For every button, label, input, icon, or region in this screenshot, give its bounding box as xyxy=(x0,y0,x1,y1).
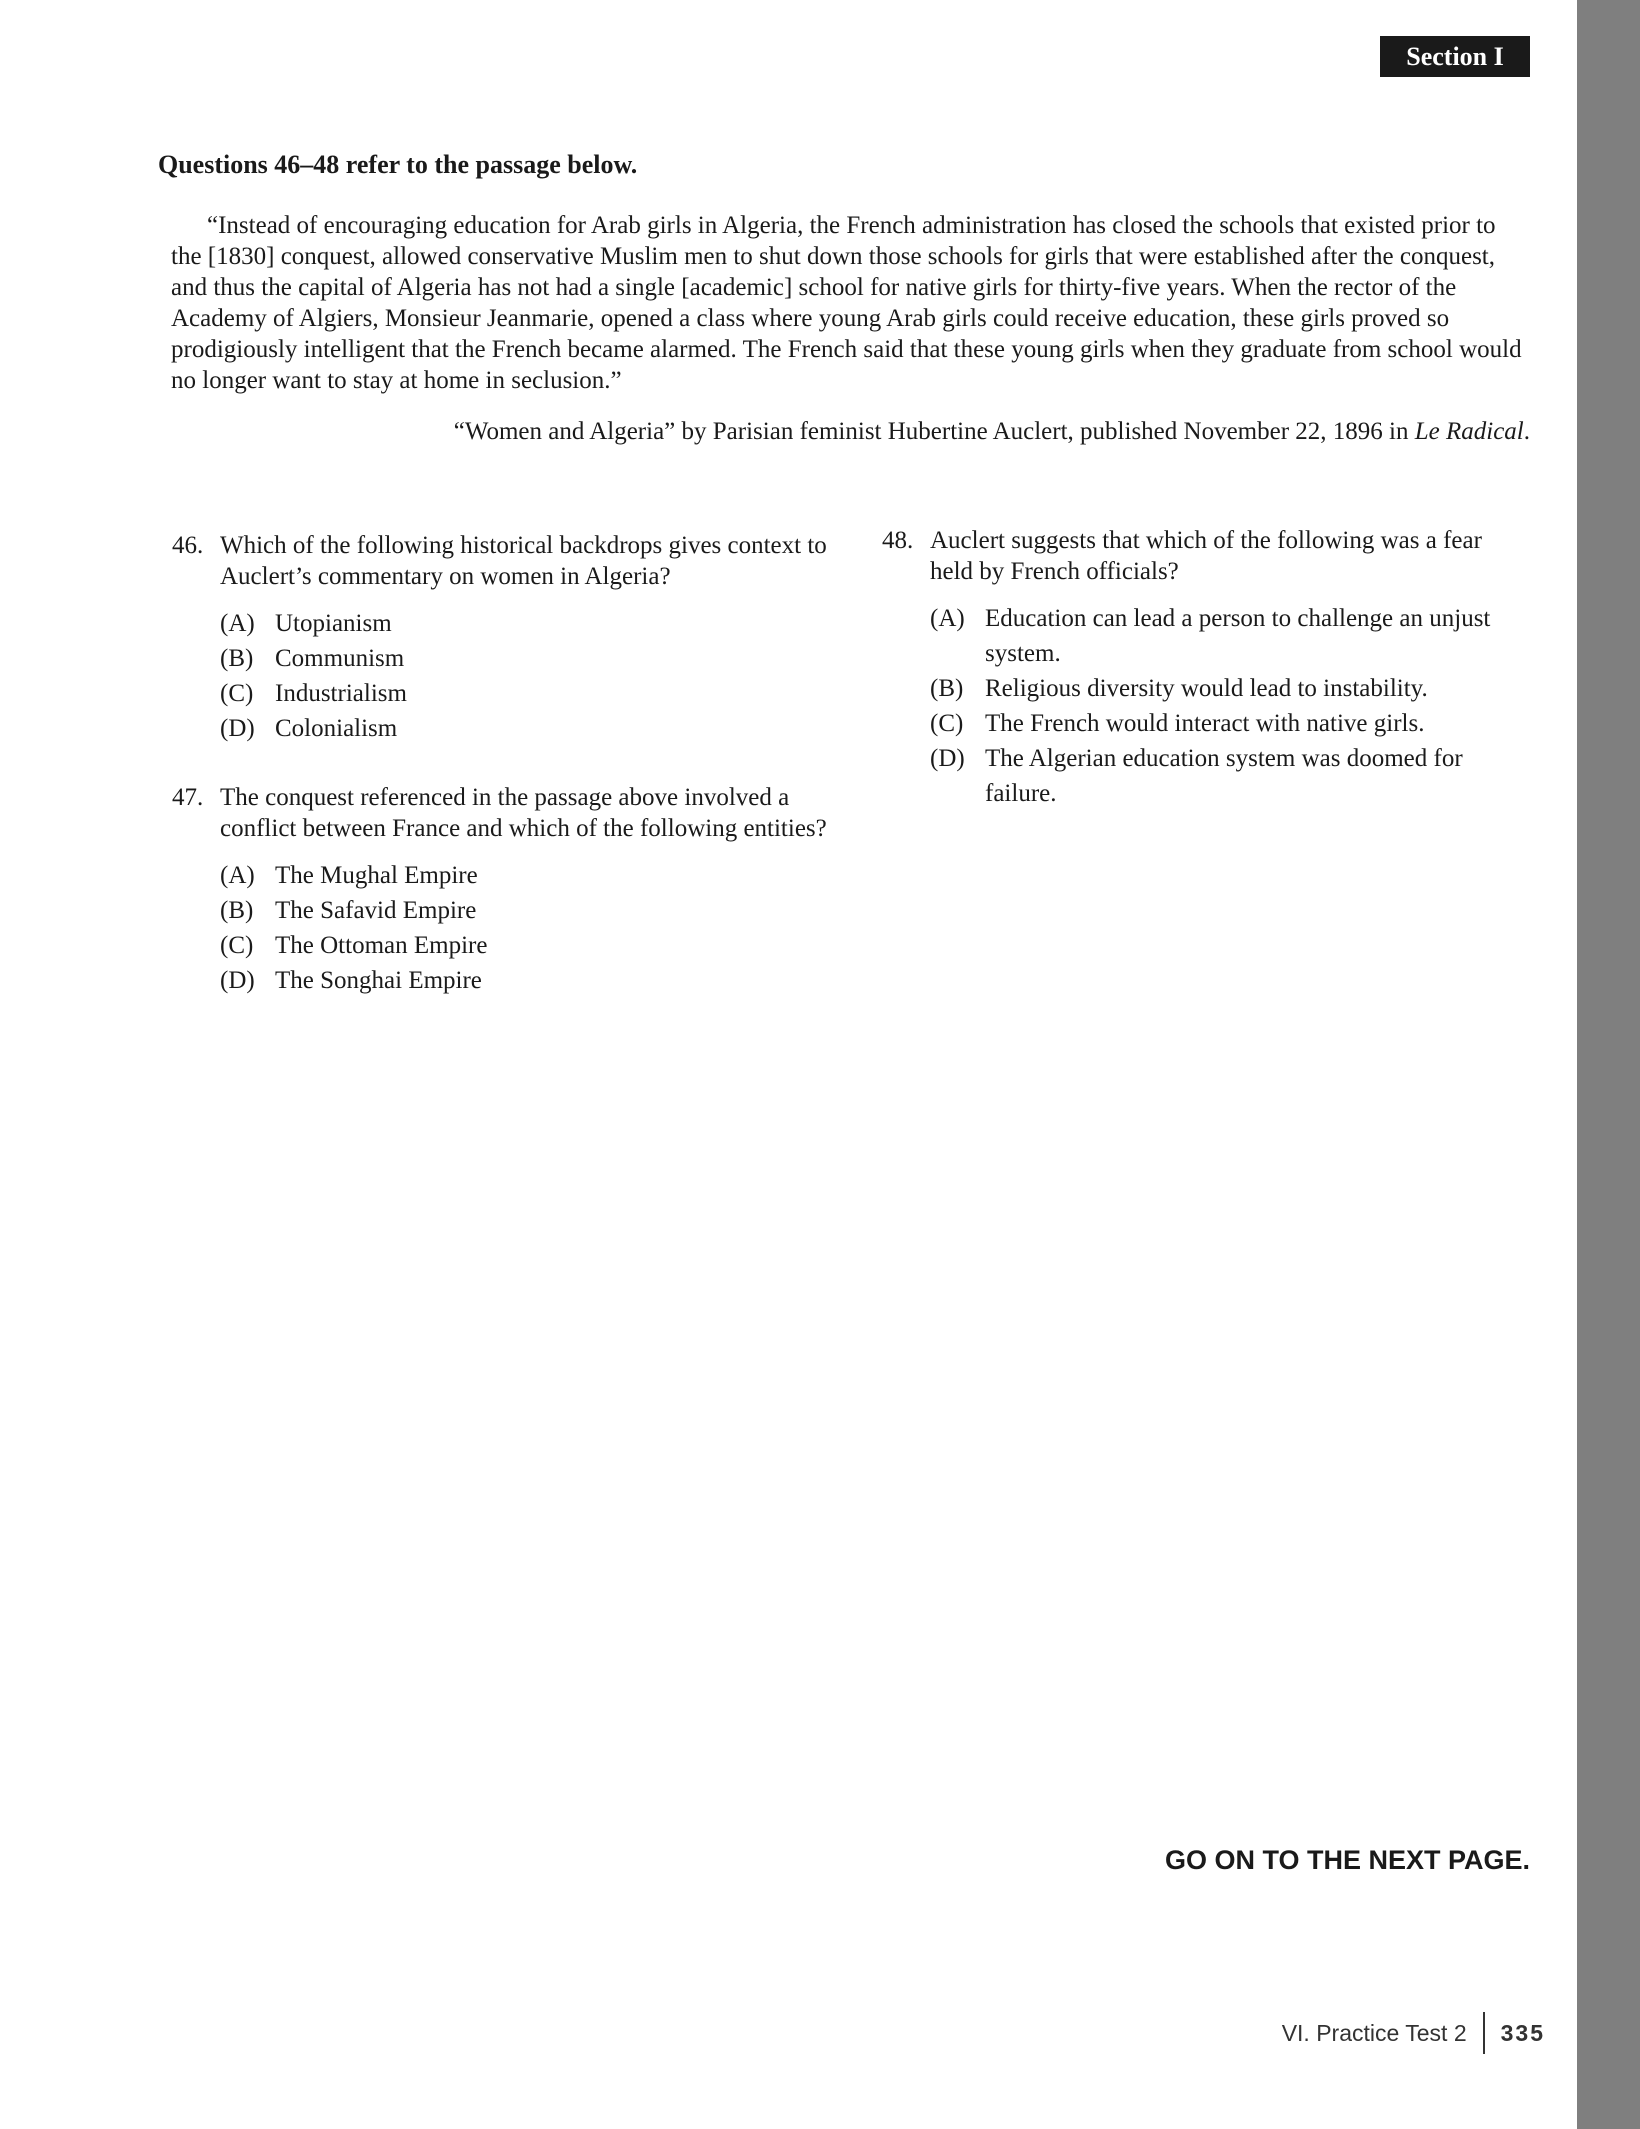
answer-choices xyxy=(220,606,832,746)
choice-text: Communism xyxy=(275,645,405,672)
choice-letter: (B) xyxy=(220,897,254,924)
left-column xyxy=(172,530,832,998)
right-column xyxy=(882,525,1522,811)
choice-text: Utopianism xyxy=(275,610,392,637)
choice-text: The Ottoman Empire xyxy=(275,932,488,959)
questions-intro: Questions 46–48 refer to the passage below. xyxy=(158,150,638,179)
answer-choice-d[interactable] xyxy=(930,741,1522,811)
question-text: Auclert suggests that which of the following was a fear held by French officials? xyxy=(930,527,1482,585)
answer-choice-c[interactable] xyxy=(220,928,832,963)
question-text: Which of the following historical backdrops gives context to Auclert’s commentary on women in Algeria? xyxy=(220,532,827,590)
choice-letter: (C) xyxy=(220,680,254,707)
choice-text: Industrialism xyxy=(275,680,407,707)
answer-choices xyxy=(220,858,832,998)
answer-choice-a[interactable] xyxy=(220,606,832,641)
question-46 xyxy=(172,530,832,746)
choice-letter: (A) xyxy=(930,605,965,632)
answer-choices xyxy=(930,601,1522,811)
source-period: . xyxy=(1523,418,1530,445)
question-stem xyxy=(172,782,832,844)
choice-letter: (A) xyxy=(220,862,255,889)
question-number: 47. xyxy=(172,784,204,811)
choice-letter: (D) xyxy=(930,745,965,772)
footer-part-label: VI. Practice Test 2 xyxy=(1281,2019,1467,2046)
question-47 xyxy=(172,782,832,998)
question-number: 46. xyxy=(172,532,204,559)
choice-text: Education can lead a person to challenge an unjust system. xyxy=(985,605,1491,667)
choice-letter: (C) xyxy=(930,710,964,737)
answer-choice-b[interactable] xyxy=(220,641,832,676)
go-on-notice: GO ON TO THE NEXT PAGE. xyxy=(1164,1845,1530,1875)
question-text: The conquest referenced in the passage above involved a conflict between France and which of the following entities? xyxy=(220,784,827,842)
page-footer xyxy=(1282,2010,1545,2056)
choice-text: The French would interact with native girls. xyxy=(985,710,1425,737)
choice-text: The Mughal Empire xyxy=(275,862,478,889)
choice-text: The Songhai Empire xyxy=(275,967,482,994)
answer-choice-c[interactable] xyxy=(930,706,1522,741)
footer-divider xyxy=(1483,2012,1485,2054)
source-publication: Le Radical xyxy=(1414,418,1524,445)
choice-letter: (D) xyxy=(220,715,255,742)
question-stem xyxy=(172,530,832,592)
answer-choice-c[interactable] xyxy=(220,676,832,711)
answer-choice-b[interactable] xyxy=(220,893,832,928)
passage-source xyxy=(454,416,1530,447)
question-number: 48. xyxy=(882,527,914,554)
answer-choice-a[interactable] xyxy=(930,601,1522,671)
answer-choice-b[interactable] xyxy=(930,671,1522,706)
answer-choice-d[interactable] xyxy=(220,711,832,746)
choice-letter: (A) xyxy=(220,610,255,637)
question-stem xyxy=(882,525,1522,587)
passage-text: “Instead of encouraging education for Arab girls in Algeria, the French administration has closed the schools that existed prior to the [1830] conquest, allowed conservative Muslim men to shut down those schools for girls that were established after the conquest, and thus the capital of Algeria has not had a single [academic] school for native girls for thirty-five years. When the rector of the Academy of Algiers, Monsieur Jeanmarie, opened a class where young Arab girls could receive education, these girls proved so prodigiously intelligent that the French became alarmed. The French said that these young girls when they graduate from school would no longer want to stay at home in seclusion.” xyxy=(171,212,1522,394)
choice-letter: (B) xyxy=(930,675,964,702)
choice-letter: (D) xyxy=(220,967,255,994)
side-margin-bar xyxy=(1577,0,1640,2129)
answer-choice-d[interactable] xyxy=(220,963,832,998)
source-citation: “Women and Algeria” by Parisian feminist Hubertine Auclert, published November 22, 1896 in xyxy=(453,418,1415,445)
choice-letter: (B) xyxy=(220,645,254,672)
answer-choice-a[interactable] xyxy=(220,858,832,893)
choice-letter: (C) xyxy=(220,932,254,959)
choice-text: Religious diversity would lead to instability. xyxy=(985,675,1428,702)
choice-text: The Algerian education system was doomed for failure. xyxy=(985,745,1463,807)
choice-text: The Safavid Empire xyxy=(275,897,477,924)
page-number: 335 xyxy=(1500,2019,1545,2046)
section-label: Section I xyxy=(1380,36,1530,77)
choice-text: Colonialism xyxy=(275,715,398,742)
question-48 xyxy=(882,525,1522,811)
